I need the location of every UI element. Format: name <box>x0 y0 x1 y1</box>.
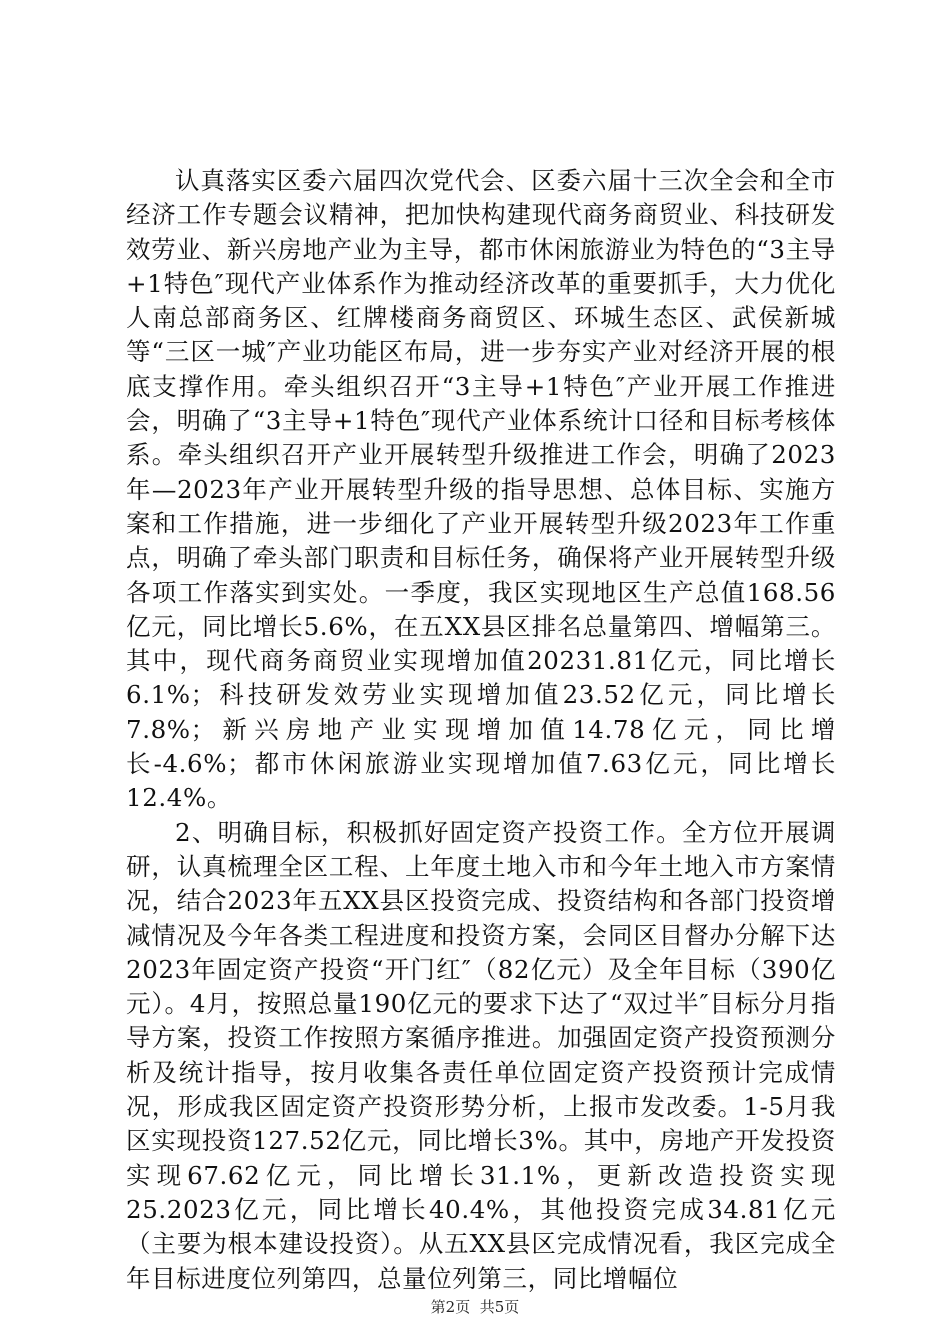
page-number-total: 共5页 <box>479 1298 520 1316</box>
page-footer <box>0 1297 950 1317</box>
page-number-current: 第2页 <box>430 1298 471 1316</box>
paragraph-industry-system: 认真落实区委六届四次党代会、区委六届十三次全会和全市经济工作专题会议精神，把加快构建现代商务商贸业、科技研发效劳业、新兴房地产业为主导，都市休闲旅游业为特色的“3主导+1特色″现代产业体系作为推动经济改革的重要抓手，大力优化人南总部商务区、红牌楼商务商贸区、环城生态区、武侯新城等“三区一城″产业功能区布局，进一步夯实产业对经济开展的根底支撑作用。牵头组织召开“3主导+1特色″产业开展工作推进会，明确了“3主导+1特色″现代产业体系统计口径和目标考核体系。牵头组织召开产业开展转型升级推进工作会，明确了2023年—2023年产业开展转型升级的指导思想、总体目标、实施方案和工作措施，进一步细化了产业开展转型升级2023年工作重点，明确了牵头部门职责和目标任务，确保将产业开展转型升级各项工作落实到实处。一季度，我区实现地区生产总值168.56亿元，同比增长5.6%，在五XX县区排名总量第四、增幅第三。其中，现代商务商贸业实现增加值20231.81亿元，同比增长6.1%；科技研发效劳业实现增加值23.52亿元，同比增长7.8%；新兴房地产业实现增加值14.78亿元，同比增长-4.6%；都市休闲旅游业实现增加值7.63亿元，同比增长12.4%。 <box>126 166 836 813</box>
body-text <box>126 164 836 1296</box>
paragraph-fixed-asset-investment: 2、明确目标，积极抓好固定资产投资工作。全方位开展调研，认真梳理全区工程、上年度土地入市和今年土地入市方案情况，结合2023年五XX县区投资完成、投资结构和各部门投资增减情况及今年各类工程进度和投资方案，会同区目督办分解下达2023年固定资产投资“开门红″（82亿元）及全年目标（390亿元）。4月，按照总量190亿元的要求下达了“双过半″目标分月指导方案，投资工作按照方案循序推进。加强固定资产投资预测分析及统计指导，按月收集各责任单位固定资产投资预计完成情况，形成我区固定资产投资形势分析，上报市发改委。1-5月我区实现投资127.52亿元，同比增长3%。其中，房地产开发投资实现67.62亿元，同比增长31.1%，更新改造投资实现25.2023亿元，同比增长40.4%，其他投资完成34.81亿元（主要为根本建设投资）。从五XX县区完成情况看，我区完成全年目标进度位列第四，总量位列第三，同比增幅位 <box>126 817 836 1293</box>
footer-spacer <box>470 1298 480 1316</box>
